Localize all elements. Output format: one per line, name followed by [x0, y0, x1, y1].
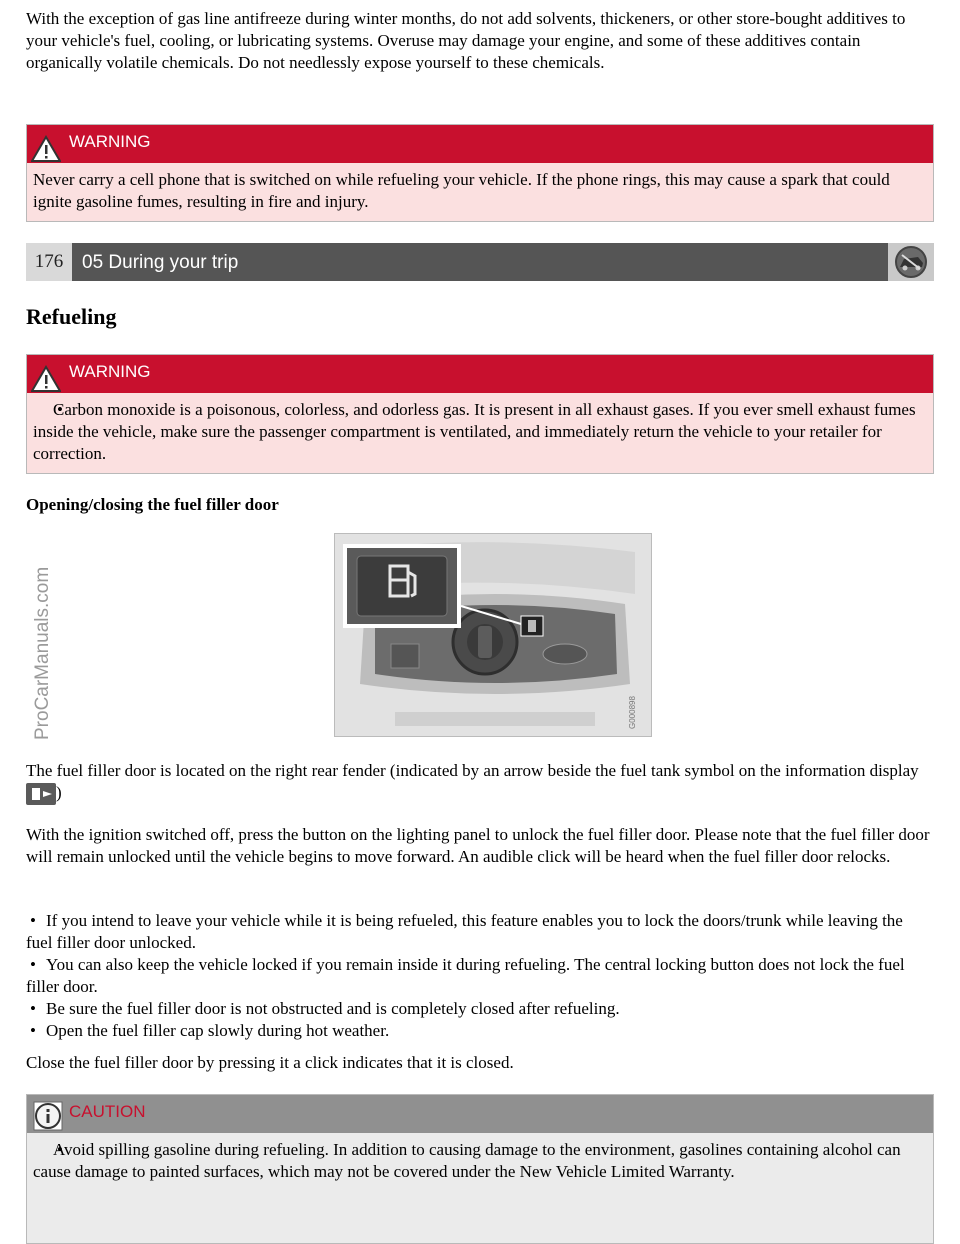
list-item: • You can also keep the vehicle locked if you remain inside it during refueling. The central locking button does not lock the fuel filler door. [26, 954, 931, 998]
warning-label: WARNING [69, 132, 151, 151]
paragraph-close: Close the fuel filler door by pressing it a click indicates that it is closed. [26, 1053, 514, 1072]
list-item: • Open the fuel filler cap slowly during hot weather. [26, 1020, 931, 1042]
section-title: 05 During your trip [82, 252, 239, 273]
info-icon [33, 1101, 63, 1131]
warning-header [27, 125, 933, 163]
intro-paragraph: With the exception of gas line antifreeze during winter months, do not add solvents, thickeners, or other store-bought additives to your vehicle's fuel, cooling, or lubricating systems. Overuse may damage your engine, and some of these additives contain organically volatile chemicals. Do not needlessly expose yourself to these chemicals. [26, 9, 906, 72]
list-item: • If you intend to leave your vehicle while it is being refueled, this feature enables you to lock the doors/trunk while leaving the fuel filler door unlocked. [26, 910, 931, 954]
warning-triangle-icon [31, 365, 61, 393]
warning-box-cell-phone [26, 124, 934, 222]
car-icon [888, 243, 934, 281]
fuel-pump-arrow-icon [26, 783, 56, 805]
fuel-door-button-photo [334, 533, 652, 737]
paragraph-unlock: With the ignition switched off, press the button on the lighting panel to unlock the fuel filler door. Please note that the fuel filler door will remain unlocked until the vehicle begins to move forward. An audible click will be heard when the fuel filler door relocks. [26, 825, 930, 866]
caution-label: CAUTION [69, 1102, 146, 1121]
warning-list-item: • Carbon monoxide is a poisonous, colorless, and odorless gas. It is present in all exhaust gases. If you ever smell exhaust fumes inside the vehicle, make sure the passenger compartment is ventilated, and immediately return the vehicle to your retailer for correction. [33, 399, 927, 465]
warning-triangle-icon [31, 135, 61, 163]
warning-label: WARNING [69, 362, 151, 381]
caution-box [26, 1094, 934, 1244]
list-item: • Be sure the fuel filler door is not obstructed and is completely closed after refueling. [26, 998, 931, 1020]
paragraph-location-close: ) [56, 783, 62, 802]
warning-body: Never carry a cell phone that is switched on while refueling your vehicle. If the phone rings, this may cause a spark that could ignite gasoline fumes, resulting in fire and injury. [33, 170, 890, 211]
paragraph-location-text: The fuel filler door is located on the right rear fender (indicated by an arrow beside the fuel tank symbol on the information display [26, 761, 919, 780]
figure-code: G000898 [628, 696, 637, 729]
subheading: Opening/closing the fuel filler door [26, 495, 279, 514]
page-heading: Refueling [26, 304, 117, 329]
caution-list-item: • Avoid spilling gasoline during refueling. In addition to causing damage to the environment, gasolines containing alcohol can cause damage to painted surfaces, which may not be covered under the New Vehicle Limited Warranty. [33, 1139, 927, 1183]
warning-body [27, 393, 933, 473]
refueling-bullet-list [26, 910, 931, 1042]
warning-box-carbon-monoxide [26, 354, 934, 474]
section-header-bar [26, 243, 934, 281]
caution-body [27, 1133, 933, 1191]
page-number: 176 [26, 243, 72, 281]
paragraph-location [26, 760, 931, 805]
side-watermark: ProCarManuals.com [32, 566, 53, 740]
warning-header [27, 355, 933, 393]
caution-header [27, 1095, 933, 1133]
